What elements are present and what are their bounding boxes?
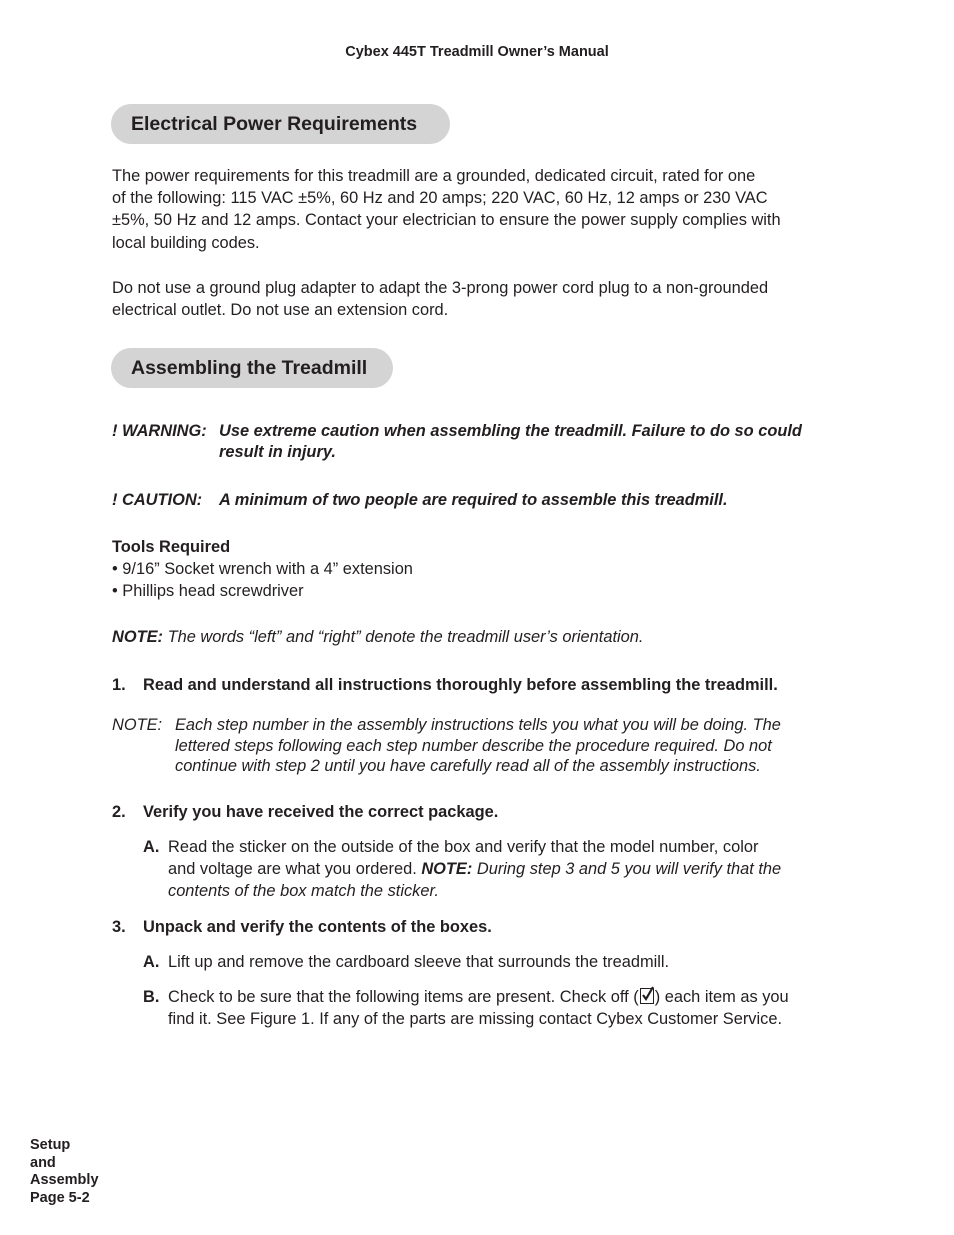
text-line: local building codes. — [112, 233, 260, 252]
text-line: The power requirements for this treadmill are a grounded, dedicated circuit, rated for one — [112, 167, 756, 185]
section-title-electrical: Electrical Power Requirements — [111, 104, 450, 144]
text-line: electrical outlet. Do not use an extension cord. — [112, 301, 449, 320]
text-line: ±5%, 50 Hz and 12 amps. Contact your electrician to ensure the power supply complies with — [112, 211, 781, 230]
step-2a-letter: A. — [143, 838, 160, 856]
power-requirements-paragraph — [112, 165, 842, 254]
note-text: The words “left” and “right” denote the treadmill user’s orientation. — [167, 628, 644, 646]
warning-text — [219, 421, 859, 462]
text-span: ) each item as you — [654, 988, 789, 1006]
text-line: result in injury. — [219, 442, 336, 461]
note-text: During step 3 and 5 you will verify that the — [472, 860, 782, 879]
note-2-label — [112, 715, 162, 736]
text-line: of the following: 115 VAC ±5%, 60 Hz and 20 amps; 220 VAC, 60 Hz, 12 amps or 230 VAC — [112, 189, 768, 208]
checkbox-checked-icon — [640, 988, 654, 1004]
note-label: NOTE: — [421, 860, 473, 879]
step-2a-text — [168, 836, 848, 903]
tools-required — [112, 536, 842, 603]
step-3b-text — [168, 986, 858, 1030]
page-footer — [30, 1137, 99, 1208]
text-line: Do not use a ground plug adapter to adapt the 3-prong power cord plug to a non-grounded — [112, 279, 769, 297]
list-item: • 9/16” Socket wrench with a 4” extension — [112, 560, 413, 579]
step-3-number: 3. — [112, 918, 126, 936]
footer-line: and — [30, 1154, 56, 1171]
text-line: Use extreme caution when assembling the treadmill. Failure to do so could — [219, 422, 802, 440]
step-3a-text: Lift up and remove the cardboard sleeve that surrounds the treadmill. — [168, 953, 670, 971]
text-line: Read the sticker on the outside of the box and verify that the model number, color — [168, 838, 759, 856]
text-line: lettered steps following each step number describe the procedure required. Do not — [175, 736, 772, 755]
caution-text: A minimum of two people are required to assemble this treadmill. — [219, 491, 728, 509]
text-span: Check to be sure that the following items are present. Check off ( — [168, 988, 639, 1006]
step-3b-letter: B. — [143, 988, 160, 1006]
text-span: and voltage are what you ordered. — [168, 860, 422, 879]
text-line: find it. See Figure 1. If any of the parts are missing contact Cybex Customer Service. — [168, 1010, 783, 1029]
text-line: contents of the box match the sticker. — [168, 882, 439, 901]
footer-line: Page 5-2 — [30, 1190, 90, 1207]
step-2-number: 2. — [112, 803, 126, 821]
caution-label: ! CAUTION: — [112, 491, 203, 509]
tools-heading: Tools Required — [112, 538, 231, 556]
note-label: NOTE: — [112, 628, 163, 646]
ground-plug-paragraph — [112, 277, 842, 321]
section-title-assembling: Assembling the Treadmill — [111, 348, 393, 388]
step-1-text: Read and understand all instructions thoroughly before assembling the treadmill. — [143, 676, 778, 694]
warning-label: ! WARNING: — [112, 422, 207, 440]
list-item: • Phillips head screwdriver — [112, 582, 304, 601]
page-header: Cybex 445T Treadmill Owner’s Manual — [345, 44, 609, 60]
note-2-text — [175, 715, 855, 777]
text-line: continue with step 2 until you have carefully read all of the assembly instructions. — [175, 757, 761, 776]
text-line — [168, 858, 848, 880]
step-1-number: 1. — [112, 676, 126, 694]
note-label: NOTE: — [112, 716, 163, 734]
step-2-text: Verify you have received the correct package. — [143, 803, 499, 821]
text-line: Each step number in the assembly instructions tells you what you will be doing. The — [175, 716, 781, 734]
step-3-text: Unpack and verify the contents of the boxes. — [143, 918, 492, 936]
text-line — [168, 986, 858, 1008]
footer-line: Assembly — [30, 1172, 99, 1189]
footer-line: Setup — [30, 1137, 71, 1153]
step-3a-letter: A. — [143, 953, 160, 971]
orientation-note — [112, 626, 842, 648]
